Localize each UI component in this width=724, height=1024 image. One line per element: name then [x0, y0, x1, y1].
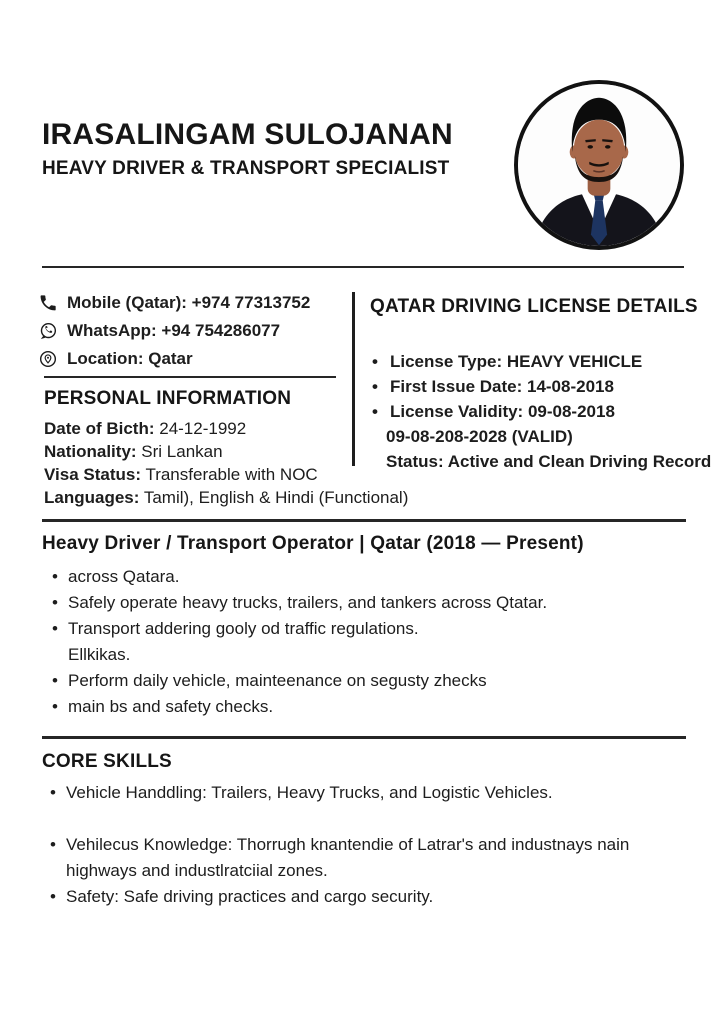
- personal-info-heading: PERSONAL INFORMATION: [44, 388, 292, 409]
- field-visa-status: Visa Status: Transferable with NOC: [44, 465, 318, 484]
- header: [42, 118, 453, 180]
- candidate-name: IRASALINGAM SULOJANAN: [42, 118, 453, 151]
- license-section: [370, 296, 712, 474]
- contact-whatsapp: [38, 317, 310, 345]
- avatar-illustration: [518, 84, 680, 246]
- core-skills-heading: CORE SKILLS: [42, 751, 172, 772]
- experience-list: [42, 564, 692, 720]
- skill-bullet: • Vehilecus Knowledge: Thorrugh knantendie of Latrar's and industnays nain highways and industlratciial zones.: [42, 832, 698, 884]
- contact-divider: [44, 376, 336, 378]
- section-divider-2: [42, 736, 686, 739]
- whatsapp-icon: [38, 321, 58, 341]
- license-bullet: • License Validity: 09-08-2018: [370, 399, 700, 424]
- field-date-of-birth: Date of Bicth: 24-12-1992: [44, 419, 247, 438]
- field-languages: Languages: Tamil), English & Hindi (Functional): [44, 488, 409, 507]
- experience-bullet: • across Qatara.: [42, 564, 692, 590]
- profile-photo: [514, 80, 684, 250]
- license-heading: QATAR DRIVING LICENSE DETAILS: [370, 296, 698, 317]
- contact-location: [38, 345, 310, 373]
- experience-bullet: • Perform daily vehicle, mainteenance on segusty zhecks: [42, 668, 692, 694]
- experience-bullet: • main bs and safety checks.: [42, 694, 692, 720]
- contact-section: [38, 289, 310, 373]
- core-skills-list: [42, 780, 698, 910]
- field-nationality: Nationality: Sri Lankan: [44, 442, 223, 461]
- personal-info-section: [44, 388, 408, 509]
- header-divider: [42, 266, 684, 268]
- phone-icon: [38, 293, 58, 313]
- contact-location-text: Location: Qatar: [67, 349, 193, 368]
- candidate-title: HEAVY DRIVER & TRANSPORT SPECIALIST: [42, 158, 450, 179]
- skill-bullet: • Safety: Safe driving practices and cargo security.: [42, 884, 698, 910]
- license-bullet: • License Type: HEAVY VEHICLE: [370, 349, 700, 374]
- skill-bullet: • Vehicle Handdling: Trailers, Heavy Trucks, and Logistic Vehicles.: [42, 780, 698, 806]
- license-status: Status: Active and Clean Driving Record: [386, 452, 712, 471]
- contact-mobile: [38, 289, 310, 317]
- contact-whatsapp-text: WhatsApp: +94 754286077: [67, 321, 281, 340]
- license-validity-continuation: 09-08-208-2028 (VALID): [386, 427, 573, 446]
- contact-mobile-text: Mobile (Qatar): +974 77313752: [67, 293, 311, 312]
- location-icon: [38, 349, 58, 369]
- experience-bullet: • Safely operate heavy trucks, trailers, and tankers across Qtatar.: [42, 590, 692, 616]
- experience-heading: Heavy Driver / Transport Operator | Qatar (2018 — Present): [42, 533, 584, 554]
- experience-bullet-continuation: Ellkikas.: [68, 645, 131, 664]
- license-list: [370, 349, 700, 424]
- experience-section: [42, 533, 692, 720]
- section-divider: [42, 519, 686, 522]
- core-skills-section: [42, 751, 698, 910]
- experience-bullet: • Transport addering gooly od traffic regulations. Ellkikas.: [42, 616, 692, 668]
- license-bullet: • First Issue Date: 14-08-2018: [370, 374, 700, 399]
